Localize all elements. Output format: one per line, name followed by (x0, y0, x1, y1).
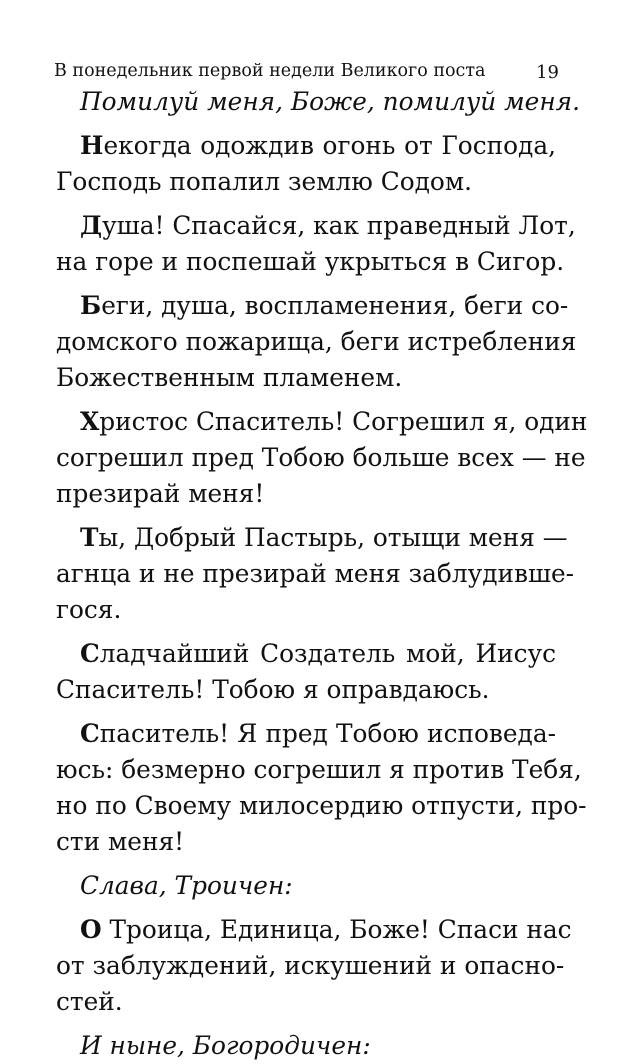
drop-initial: Н (80, 131, 104, 160)
drop-initial: Д (80, 211, 103, 240)
troparion-3-line-3: Божественным пламенем. (56, 363, 403, 392)
trinity-troparion-line-2: от заблуждений, искушений и опасно- (56, 951, 565, 980)
drop-initial: С (80, 639, 100, 668)
running-title: В понедельник первой недели Великого поста (54, 61, 486, 81)
troparion-3-line-2: домского пожарища, беги истребления (56, 327, 577, 356)
drop-initial: О (80, 915, 102, 944)
troparion-2-line-1: Душа! Спасайся, как праведный Лот, (80, 211, 576, 240)
drop-initial: Х (80, 407, 100, 436)
body-text (56, 84, 588, 1064)
troparion-7-line-2: юсь: безмерно согрешил я против Тебя, (56, 755, 582, 784)
drop-initial: Т (80, 523, 99, 552)
troparion-7-line-3: но по Своему милосердию отпусти, про- (56, 791, 587, 820)
refrain-line: Помилуй меня, Боже, помилуй меня. (80, 87, 580, 116)
page-number: 19 (536, 62, 559, 83)
troparion-7-line-4: сти меня! (56, 827, 185, 856)
troparion-4-line-1: Христос Спаситель! Согрешил я, один (80, 407, 588, 436)
troparion-1-line-1: Некогда одождив огонь от Господа, (80, 131, 556, 160)
rubric-now-theotokion: И ныне, Богородичен: (80, 1031, 371, 1060)
troparion-4-line-2: согрешил пред Тобою больше всех — не (56, 443, 586, 472)
drop-initial: С (80, 719, 100, 748)
troparion-7-line-1: Спаситель! Я пред Тобою исповеда- (80, 719, 556, 748)
troparion-5-line-2: агнца и не презирай меня заблудивше- (56, 559, 575, 588)
troparion-3-line-1: Беги, душа, воспламенения, беги со- (80, 291, 569, 320)
troparion-6-line-1: Сладчайший Создатель мой, Иисус (80, 639, 556, 668)
troparion-5-line-1: Ты, Добрый Пастырь, отыщи меня — (80, 523, 568, 552)
troparion-6-line-2: Спаситель! Тобою я оправдаюсь. (56, 675, 490, 704)
troparion-2-line-2: на горе и поспешай укрыться в Сигор. (56, 247, 565, 276)
trinity-troparion-line-3: стей. (56, 987, 123, 1016)
troparion-5-line-3: гося. (56, 595, 122, 624)
drop-initial: Б (80, 291, 102, 320)
rubric-glory-trinity: Слава, Троичен: (80, 871, 293, 900)
troparion-1-line-2: Господь попалил землю Содом. (56, 167, 473, 196)
trinity-troparion-line-1: О Троица, Единица, Боже! Спаси нас (80, 915, 572, 944)
page-header (54, 56, 559, 86)
troparion-4-line-3: презирай меня! (56, 479, 265, 508)
